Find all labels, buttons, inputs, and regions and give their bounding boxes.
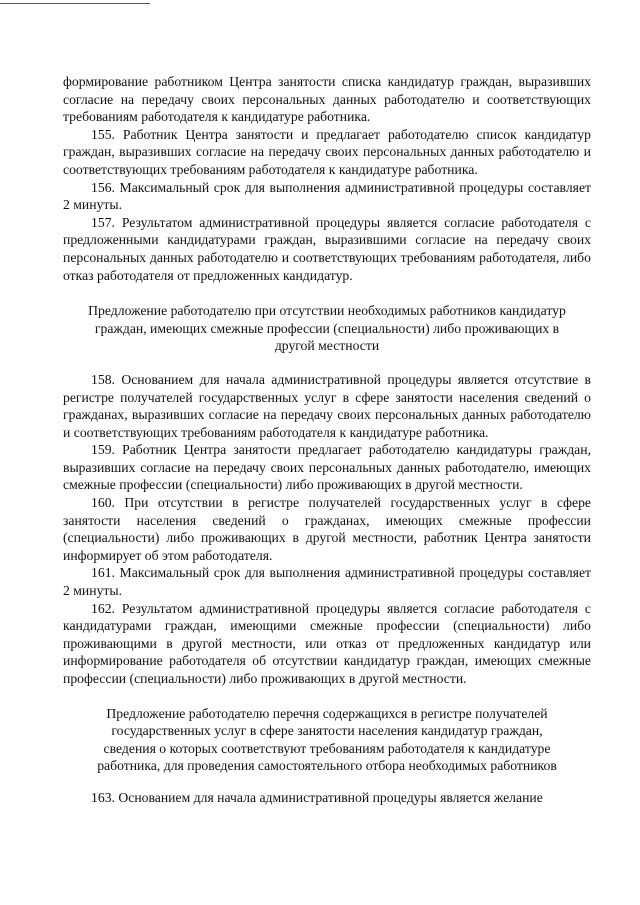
section-heading-2-line: работника, для проведения самостоятельного отбора необходимых работников bbox=[97, 758, 557, 774]
paragraph-163: 163. Основанием для начала административной процедуры является желание bbox=[91, 789, 543, 805]
paragraph-155: 155. Работник Центра занятости и предлагает работодателю список кандидатур граждан, выразивших согласие на передачу своих персональных данных работодателю и соответствующих требованиям работодателя к кандидатуре работника. bbox=[63, 126, 591, 177]
section-heading-1-line: Предложение работодателю при отсутствии необходимых работников кандидатур bbox=[88, 303, 566, 319]
document-page bbox=[63, 73, 591, 807]
section-heading-1-line: граждан, имеющих смежные профессии (специальности) либо проживающих в bbox=[94, 320, 560, 336]
paragraph-160: 160. При отсутствии в регистре получателей государственных услуг в сфере занятости населения сведений о гражданах, имеющих смежные профессии (специальности) либо проживающих в другой местности, работник Центра занятости информирует об этом работодателя. bbox=[63, 495, 591, 563]
section-heading-2-line: государственных услуг в сфере занятости населения кандидатур граждан, bbox=[111, 723, 543, 739]
paragraph-157: 157. Результатом административной процедуры является согласие работодателя с предложенными кандидатурами граждан, выразившими согласие на передачу своих персональных данных работодателю и соответствующих требованиям работодателя, либо отказ работодателя от предложенных кандидатур. bbox=[63, 214, 591, 283]
paragraph-158: 158. Основанием для начала административной процедуры является отсутствие в регистре получателей государственных услуг в сфере занятости населения сведений о гражданах, выразивших согласие на передачу своих персональных данных работодателю и соответствующих требованиям работодателя к кандидатуре работника. bbox=[63, 371, 591, 440]
paragraph-159: 159. Работник Центра занятости предлагает работодателю кандидатуры граждан, выразивших согласие на передачу своих персональных данных работодателю, имеющих смежные профессии (специальности) либо проживающих в другой местности. bbox=[63, 442, 591, 493]
paragraph-continuation: формирование работником Центра занятости списка кандидатур граждан, выразивших согласие на передачу своих персональных данных работодателю и соответствующих требованиям работодателя к кандидатуре работника. bbox=[63, 74, 591, 125]
section-heading-2-line: Предложение работодателю перечня содержащихся в регистре получателей bbox=[106, 705, 548, 721]
paragraph-161: 161. Максимальный срок для выполнения административной процедуры составляет 2 минуты. bbox=[63, 565, 591, 599]
paragraph-162: 162. Результатом административной процедуры является согласие работодателя с кандидатурами граждан, имеющими смежные профессии (специальности) либо проживающими в другой местности, или отказ от предложенных кандидатур или информирование работодателя об отсутствии кандидатур граждан, имеющих смежные профессии (специальности) либо проживающих в другой местности. bbox=[63, 600, 591, 686]
section-heading-1-line: другой местности bbox=[274, 338, 380, 354]
section-heading-2 bbox=[63, 705, 591, 775]
section-heading-1 bbox=[63, 302, 591, 355]
section-heading-2-line: сведения о которых соответствуют требованиям работодателя к кандидатуре bbox=[103, 740, 551, 756]
paragraph-156: 156. Максимальный срок для выполнения административной процедуры составляет 2 минуты. bbox=[63, 179, 591, 213]
top-rule bbox=[0, 3, 150, 4]
